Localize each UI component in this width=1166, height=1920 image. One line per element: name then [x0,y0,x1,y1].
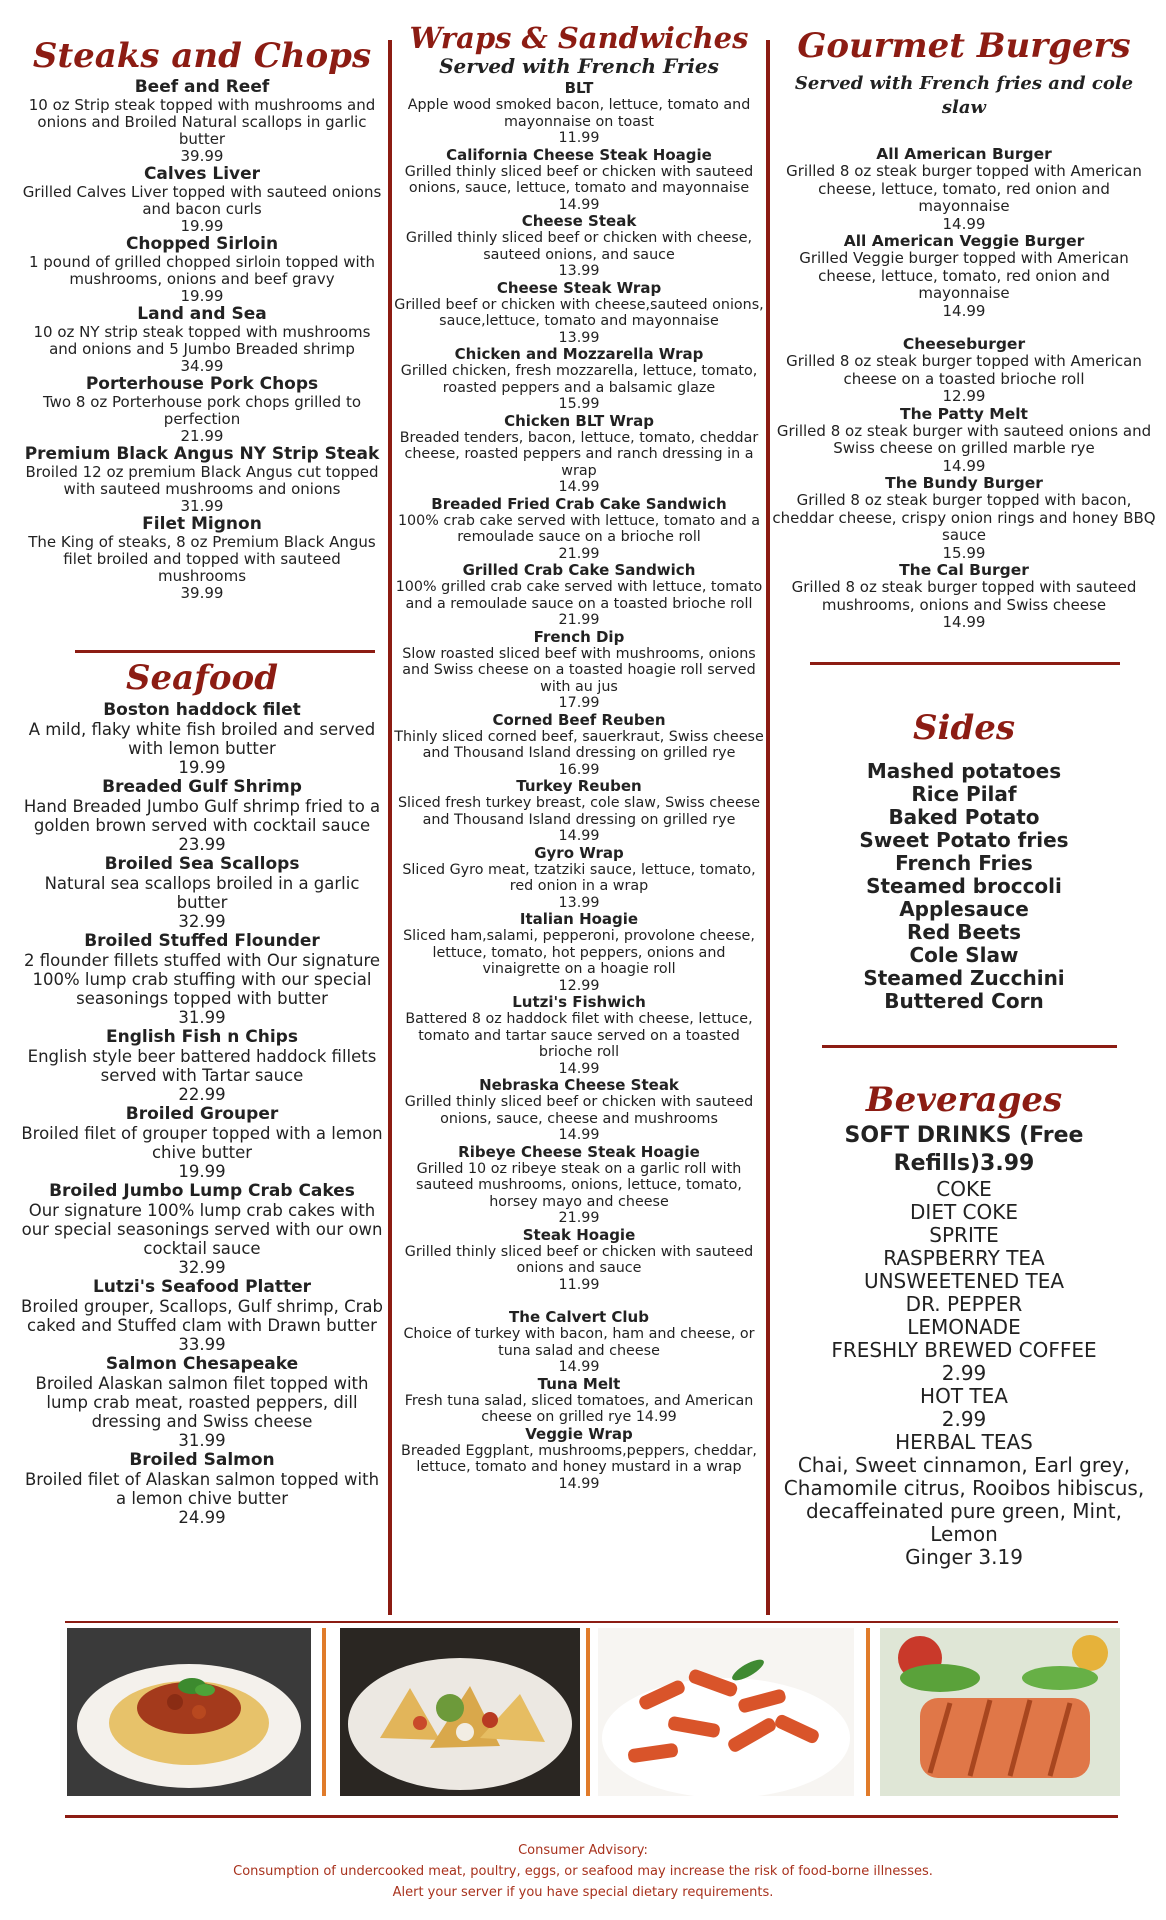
beverage-item: RASPBERRY TEA [883,1246,1045,1270]
wraps-menu-item [394,280,764,347]
burgers-menu-item [772,475,1156,562]
menu-item-price: 14.99 [558,196,600,213]
menu-item-desc: English style beer battered haddock fillets served with Tartar sauce [27,1047,377,1085]
wraps-menu-item [394,1309,764,1376]
menu-item-price: 13.99 [558,263,600,279]
wraps-menu-item [394,1376,764,1426]
beverage-item: LEMONADE [907,1315,1021,1339]
sides-section [772,706,1156,1013]
sides-list [772,760,1156,1013]
menu-item-price: 19.99 [178,1162,226,1181]
menu-item-price: 34.99 [180,357,224,375]
menu-item-price: 17.99 [558,695,600,711]
menu-item-name: Tuna Melt [537,1374,621,1393]
menu-item-name: Breaded Fried Crab Cake Sandwich [431,494,727,513]
menu-item-desc: Broiled Alaskan salmon filet topped with lump crab meat, roasted peppers, dill dressing and Swiss cheese [35,1374,369,1431]
spaghetti-bolognese-photo [67,1628,311,1796]
side-item: Buttered Corn [884,989,1044,1013]
seafood-items [18,700,386,1527]
menu-item-desc: 100% grilled crab cake served with lettuce, tomato and a remoulade sauce on a toasted brioche roll [395,579,763,612]
menu-item-name: English Fish n Chips [106,1027,298,1047]
menu-item-name: Lutzi's Seafood Platter [92,1277,312,1297]
photo-separator [322,1628,326,1796]
beverages-list [772,1178,1156,1569]
photo-separator [586,1628,590,1796]
seafood-menu-item [18,1027,386,1104]
menu-item-price: 21.99 [558,1210,600,1226]
wraps-menu-item [394,994,764,1077]
wraps-menu-item [394,213,764,280]
beverage-item: Ginger 3.19 [905,1545,1023,1569]
menu-item-name: The Cal Burger [899,561,1029,579]
menu-item-desc: Grilled Veggie burger topped with American cheese, lettuce, tomato, red onion and mayonnaise [799,249,1129,302]
burgers-sides-divider [810,662,1120,665]
menu-item-desc: Grilled 8 oz steak burger topped with American cheese on a toasted brioche roll [786,352,1142,388]
menu-item-name: Broiled Sea Scallops [104,854,300,874]
menu-item-desc: Broiled 12 oz premium Black Angus cut topped with sauteed mushrooms and onions [25,463,379,498]
menu-item-name: Italian Hoagie [519,910,639,928]
menu-item-desc: Broiled grouper, Scallops, Gulf shrimp, Crab caked and Stuffed clam with Drawn butter [21,1297,383,1335]
beverage-item: SPRITE [929,1223,999,1247]
wraps-menu-item [394,911,764,994]
seafood-title: Seafood [126,658,278,698]
steaks-menu-item [18,165,386,235]
menu-item-desc: Apple wood smoked bacon, lettuce, tomato and mayonnaise on toast [407,97,751,130]
menu-item-name: Land and Sea [137,304,267,324]
menu-item-price: 14.99 [942,456,986,475]
menu-item-price: 11.99 [558,130,600,146]
steaks-menu-item [18,375,386,445]
menu-item-name: Corned Beef Reuben [492,710,666,729]
menu-item-name: Turkey Reuben [516,777,642,795]
menu-item-price: 14.99 [558,1359,600,1375]
side-item: Sweet Potato fries [859,828,1069,852]
burgers-menu-item [772,146,1156,233]
seafood-menu-item [18,700,386,777]
menu-item-desc: Sliced ham,salami, pepperoni, provolone cheese, lettuce, tomato, hot peppers, onions and vinaigrette on a hoagie roll [403,928,755,977]
side-item: Steamed broccoli [866,874,1062,898]
menu-item-desc: 10 oz Strip steak topped with mushrooms and onions and Broiled Natural scallops in garlic butter [28,96,376,148]
wraps-menu-item [394,629,764,712]
menu-item-price: 24.99 [178,1508,226,1527]
steaks-menu-item [18,305,386,375]
menu-item-name: Gyro Wrap [534,843,624,862]
menu-item-desc: Hand Breaded Jumbo Gulf shrimp fried to a golden brown served with cocktail sauce [23,797,381,835]
seafood-menu-item [18,931,386,1027]
menu-item-name: Beef and Reef [134,77,270,97]
beverage-item: UNSWEETENED TEA [863,1269,1065,1293]
menu-item-price: 14.99 [942,301,986,320]
menu-item-desc: Grilled beef or chicken with cheese,sauteed onions, sauce,lettuce, tomato and mayonnaise [394,296,764,329]
menu-item-price: 32.99 [178,912,226,931]
consumer-advisory [0,1840,1166,1903]
menu-item-price: 39.99 [180,147,224,165]
menu-item-price: 15.99 [942,543,986,562]
seafood-menu-item [18,1104,386,1181]
steaks-menu-item [18,78,386,165]
menu-item-price: 14.99 [558,1475,600,1492]
menu-item-desc: Broiled filet of Alaskan salmon topped with a lemon chive butter [24,1470,380,1508]
menu-item-desc: Grilled thinly sliced beef or chicken with sauteed onions, sauce, lettuce, tomato and mayonnaise [404,163,754,196]
menu-item-desc: Grilled 10 oz ribeye steak on a garlic roll with sauteed mushrooms, onions, lettuce, tomato, horsey mayo and cheese [416,1160,742,1210]
seafood-menu-item [18,854,386,931]
nachos-photo [340,1628,580,1796]
menu-item-desc: Fresh tuna salad, sliced tomatoes, and American cheese on grilled rye 14.99 [404,1392,754,1425]
menu-item-price: 13.99 [558,894,600,911]
photo-top-divider [65,1621,1118,1623]
menu-item-desc: Broiled filet of grouper topped with a lemon chive butter [21,1124,383,1162]
beverage-item: decaffeinated pure green, Mint, Lemon [805,1499,1122,1546]
menu-item-desc: Grilled chicken, fresh mozzarella, lettuce, tomato, roasted peppers and a balsamic glaze [400,363,758,396]
side-item: Rice Pilaf [911,782,1017,806]
menu-item-desc: Grilled thinly sliced beef or chicken with sauteed onions, sauce, cheese and mushrooms [404,1094,754,1127]
menu-item-desc: 2 flounder fillets stuffed with Our signature 100% lump crab stuffing with our special seasonings topped with butter [23,951,381,1008]
beverages-section [772,1078,1156,1569]
beverage-item: HERBAL TEAS [895,1430,1033,1454]
menu-item-name: Broiled Stuffed Flounder [84,931,320,951]
wraps-menu-item [394,1077,764,1144]
beverage-item: DIET COKE [910,1200,1018,1224]
menu-item-price: 14.99 [942,613,986,631]
menu-item-price: 14.99 [558,828,600,844]
menu-item-price: 39.99 [180,584,224,602]
menu-item-price: 14.99 [558,1060,600,1077]
column-middle [394,18,764,1492]
menu-item-price: 21.99 [558,545,600,562]
column-left [18,18,386,1527]
menu-item-price: 21.99 [558,612,600,628]
menu-item-name: Porterhouse Pork Chops [85,374,319,394]
menu-item-price: 12.99 [942,387,986,405]
beverage-item: FRESHLY BREWED COFFEE [831,1338,1097,1362]
column-right [772,18,1156,1569]
menu-item-desc: Grilled 8 oz steak burger topped with sauteed mushrooms, onions and Swiss cheese [791,578,1137,614]
burgers-menu-item [772,336,1156,406]
grilled-salmon-photo [880,1628,1120,1796]
burgers-title: Gourmet Burgers [797,26,1131,66]
menu-item-desc: Grilled Calves Liver topped with sauteed onions and bacon curls [22,183,382,218]
wraps-menu-item [394,147,764,214]
menu-item-name: Calves Liver [143,164,261,184]
menu-item-desc: Slow roasted sliced beef with mushrooms, onions and Swiss cheese on a toasted hoagie roll served with au jus [402,645,756,695]
menu-item-desc: Breaded Eggplant, mushrooms,peppers, cheddar, lettuce, tomato and honey mustard in a wrap [401,1442,757,1475]
menu-item-desc: Grilled thinly sliced beef or chicken with cheese, sauteed onions, and sauce [405,230,753,263]
menu-item-name: Chicken BLT Wrap [504,411,654,430]
menu-item-price: 19.99 [178,758,226,777]
steaks-seafood-divider [75,650,375,653]
menu-item-name: The Calvert Club [509,1308,649,1326]
menu-item-price: 19.99 [180,287,224,305]
menu-item-name: Cheese Steak [521,212,637,230]
wraps-menu-item [394,778,764,845]
menu-item-name: Salmon Chesapeake [105,1354,299,1374]
menu-item-desc: Thinly sliced corned beef, sauerkraut, Swiss cheese and Thousand Island dressing on grilled rye [394,728,764,761]
menu-item-name: Grilled Crab Cake Sandwich [462,561,696,579]
penne-pasta-photo [598,1628,854,1796]
menu-item-desc: Grilled 8 oz steak burger with sauteed onions and Swiss cheese on grilled marble rye [776,421,1152,457]
menu-item-name: All American Veggie Burger [843,232,1085,250]
menu-item-desc: Breaded tenders, bacon, lettuce, tomato, cheddar cheese, roasted peppers and ranch dressing in a wrap [399,429,759,479]
menu-item-price: 14.99 [942,214,986,233]
steaks-title: Steaks and Chops [32,36,372,76]
advisory-text: Consumption of undercooked meat, poultry, eggs, or seafood may increase the risk of food-borne illnesses. [233,1864,933,1879]
menu-item-name: Filet Mignon [142,514,262,534]
menu-item-desc: A mild, flaky white fish broiled and served with lemon butter [28,720,376,758]
burgers-menu-item [772,562,1156,632]
menu-item-name: Premium Black Angus NY Strip Steak [24,444,380,464]
wraps-subtitle: Served with French Fries [439,54,719,78]
wraps-menu-item [394,1426,764,1493]
menu-item-desc: 1 pound of grilled chopped sirloin topped with mushrooms, onions and beef gravy [28,253,376,288]
menu-item-name: The Patty Melt [900,404,1028,423]
burgers-subtitle: Served with French fries and cole slaw [794,73,1134,118]
advisory-note: Alert your server if you have special dietary requirements. [392,1885,774,1900]
wraps-menu-item [394,413,764,496]
beverage-item: HOT TEA [920,1384,1008,1408]
menu-item-desc: 100% crab cake served with lettuce, tomato and a remoulade sauce on a brioche roll [397,512,761,545]
menu-item-desc: The King of steaks, 8 oz Premium Black Angus filet broiled and topped with sauteed mushrooms [28,533,376,585]
menu-item-desc: Battered 8 oz haddock filet with cheese, lettuce, tomato and tartar sauce served on a toasted brioche roll [405,1011,753,1060]
menu-item-price: 31.99 [180,497,224,515]
menu-item-price: 23.99 [178,835,226,854]
menu-item-desc: Sliced fresh turkey breast, cole slaw, Swiss cheese and Thousand Island dressing on grilled rye [397,795,761,828]
menu-item-price: 14.99 [558,1127,600,1143]
menu-item-name: Breaded Gulf Shrimp [102,777,302,797]
menu-item-price: 12.99 [558,977,600,994]
menu-item-name: Chicken and Mozzarella Wrap [454,345,704,363]
burgers-section [772,24,1156,632]
sides-beverages-divider [822,1045,1117,1048]
menu-item-name: French Dip [533,627,625,646]
wraps-section [394,22,764,1492]
beverages-title: Beverages [865,1080,1063,1120]
seafood-menu-item [18,1277,386,1354]
seafood-menu-item [18,1354,386,1450]
wraps-menu-item [394,562,764,629]
menu-item-name: Ribeye Cheese Steak Hoagie [458,1142,700,1161]
wraps-items [394,80,764,1492]
steaks-menu-item [18,235,386,305]
menu-item-name: Broiled Grouper [125,1104,279,1124]
beverage-item: COKE [936,1177,992,1201]
menu-item-price: 31.99 [178,1008,226,1027]
burgers-items [772,146,1156,632]
seafood-menu-item [18,1181,386,1277]
side-item: Cole Slaw [909,943,1019,967]
menu-item-name: Nebraska Cheese Steak [479,1076,679,1094]
steaks-section [18,34,386,602]
menu-item-desc: Grilled 8 oz steak burger topped with American cheese, lettuce, tomato, red onion and mayonnaise [786,162,1142,215]
wraps-menu-item [394,496,764,563]
wraps-title: Wraps & Sandwiches [409,21,749,55]
beverage-item: 2.99 [941,1361,987,1385]
side-item: Red Beets [906,920,1022,944]
menu-item-name: Cheese Steak Wrap [496,278,662,297]
menu-item-name: Broiled Jumbo Lump Crab Cakes [49,1181,355,1201]
menu-item-name: Veggie Wrap [525,1424,633,1443]
burgers-menu-item [772,406,1156,476]
wraps-menu-item [394,80,764,147]
wraps-menu-item [394,712,764,779]
menu-item-price: 32.99 [178,1258,226,1277]
steaks-items [18,78,386,602]
menu-item-name: Cheeseburger [902,335,1026,353]
side-item: Steamed Zucchini [863,966,1065,990]
menu-item-desc: Grilled 8 oz steak burger topped with bacon, cheddar cheese, crispy onion rings and honey BBQ sauce [772,491,1156,544]
wraps-menu-item [394,346,764,413]
steaks-menu-item [18,445,386,515]
menu-item-name: BLT [564,79,594,97]
menu-item-desc: Natural sea scallops broiled in a garlic butter [44,874,360,912]
menu-item-name: Chopped Sirloin [125,234,279,254]
steaks-menu-item [18,515,386,602]
menu-item-price: 13.99 [558,329,600,346]
beverage-item: Chai, Sweet cinnamon, Earl grey, [797,1453,1131,1477]
beverage-item: 2.99 [941,1407,987,1431]
menu-item-price: 16.99 [558,761,600,778]
seafood-menu-item [18,1450,386,1527]
menu-item-name: California Cheese Steak Hoagie [446,145,712,164]
side-item: Mashed potatoes [866,759,1062,783]
menu-item-desc: Our signature 100% lump crab cakes with our special seasonings served with our own cocktail sauce [21,1201,383,1258]
menu-item-desc: 10 oz NY strip steak topped with mushrooms and onions and 5 Jumbo Breaded shrimp [33,323,371,358]
menu-item-price: 33.99 [178,1335,226,1354]
menu-item-desc: Grilled thinly sliced beef or chicken with sauteed onions and sauce [404,1243,754,1276]
menu-item-price: 31.99 [178,1431,226,1450]
column-divider-left [388,40,392,1615]
menu-item-name: The Bundy Burger [885,474,1043,492]
menu-item-desc: Sliced Gyro meat, tzatziki sauce, lettuce, tomato, red onion in a wrap [402,861,756,894]
advisory-heading: Consumer Advisory: [518,1843,648,1858]
menu-item-desc: Choice of turkey with bacon, ham and cheese, or tuna salad and cheese [403,1326,755,1359]
menu-item-price: 15.99 [558,396,600,412]
photo-separator [866,1628,870,1796]
menu-item-desc: Two 8 oz Porterhouse pork chops grilled to perfection [42,393,362,428]
wraps-menu-item [394,1227,764,1294]
seafood-section [18,656,386,1527]
beverage-item: Chamomile citrus, Rooibos hibiscus, [783,1476,1145,1500]
menu-item-price: 21.99 [180,427,224,445]
menu-item-name: Boston haddock filet [103,700,301,720]
side-item: French Fries [895,851,1033,875]
menu-item-price: 14.99 [558,479,600,495]
burgers-menu-item [772,233,1156,320]
menu-item-name: Steak Hoagie [522,1225,636,1244]
menu-item-price: 19.99 [180,217,224,235]
beverage-item: DR. PEPPER [905,1292,1023,1316]
seafood-menu-item [18,777,386,854]
column-divider-right [766,40,770,1615]
sides-title: Sides [912,708,1016,748]
photo-bottom-divider [65,1815,1118,1818]
menu-item-name: All American Burger [876,145,1052,163]
menu-item-name: Broiled Salmon [129,1450,275,1470]
side-item: Baked Potato [888,805,1040,829]
menu-item-name: Lutzi's Fishwich [512,993,646,1011]
menu-item-price: 22.99 [178,1085,226,1104]
soft-drinks-heading: SOFT DRINKS (Free Refills)3.99 [844,1123,1084,1176]
wraps-menu-item [394,845,764,912]
side-item: Applesauce [899,897,1029,921]
menu-item-price: 11.99 [558,1276,600,1293]
wraps-menu-item [394,1144,764,1227]
